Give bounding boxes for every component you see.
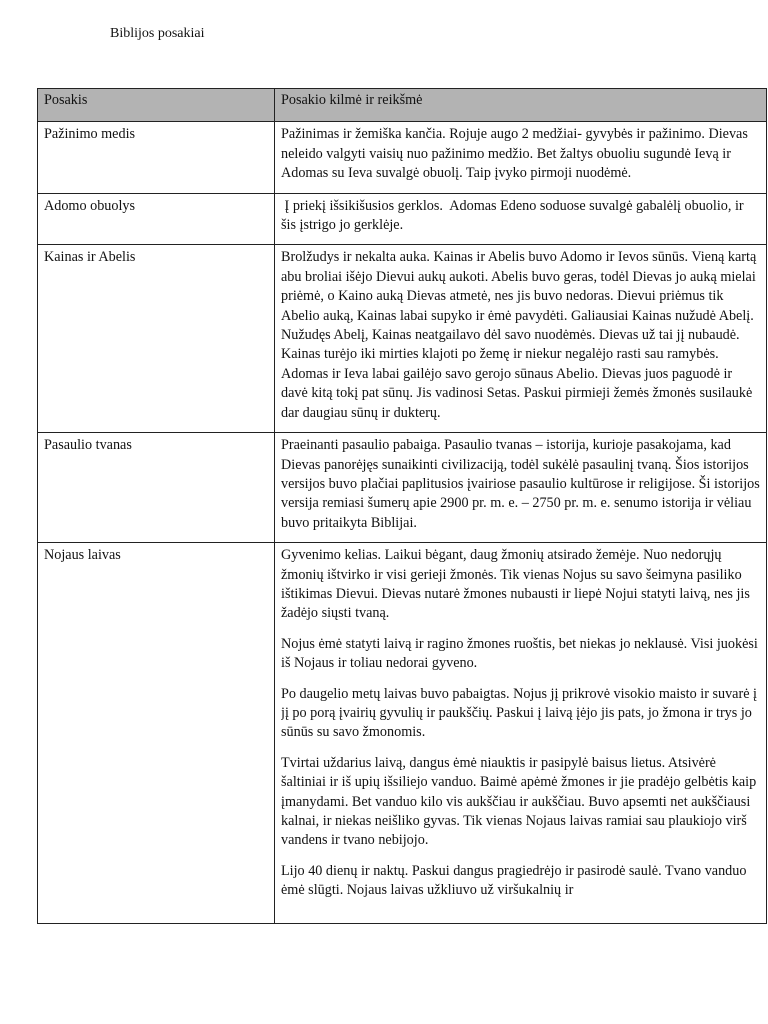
meaning-paragraph: Tvirtai uždarius laivą, dangus ėmė niauktis ir pasipylė baisus lietus. Atsivėrė šaltiniai ir iš upių išsiliejo vanduo. Baimė apėmė žmones ir jie pradėjo gelbėtis kaip įmanydami. Bet vanduo kilo vis aukščiau ir aukščiau. Buvo apsemti net aukščiausi kalnai, ir niekas neišliko gyvas. Tik vienas Nojaus laivas ramiai sau plaukiojo virš vandens ir tvano nebijojo. xyxy=(281,754,757,849)
header-meaning: Posakio kilmė ir reikšmė xyxy=(275,89,767,122)
phrase-cell: Nojaus laivas xyxy=(38,543,275,924)
meaning-cell: Praeinanti pasaulio pabaiga. Pasaulio tvanas – istorija, kurioje pasakojama, kad Dievas panorėjęs sunaikinti civilizaciją, todėl sukėlė pasaulinį tvaną. Šios istorijos versijos buvo plačiai paplitusios įvairiose pasaulio kultūrose ir religijose. Ši istorijos versija remiasi šumerų apie 2900 pr. m. e. – 2750 pr. m. e. senumo istorija ir vėliau buvo pritaikyta Biblijai. xyxy=(275,433,767,543)
table-row xyxy=(38,543,767,924)
phrase-cell: Adomo obuolys xyxy=(38,193,275,245)
table-row xyxy=(38,122,767,193)
meaning-paragraph: Po daugelio metų laivas buvo pabaigtas. Nojus jį prikrovė visokio maisto ir suvarė į jį po porą įvairių gyvulių ir paukščių. Paskui į laivą įėjo jis pats, jo žmona ir trys jo sūnūs su savo žmonomis. xyxy=(281,685,757,741)
phrase-cell: Pažinimo medis xyxy=(38,122,275,193)
meaning-paragraphs xyxy=(281,546,760,923)
meaning-cell: Brolžudys ir nekalta auka. Kainas ir Abelis buvo Adomo ir Ievos sūnūs. Vieną kartą abu broliai išėjo Dievui aukų aukoti. Abelis buvo geras, todėl Dievas jo auką mielai priėmė, o Kaino auką Dievas atmetė, nes jis buvo nedoras. Dievui priėmus tik Abelio auką, Kainas labai supyko ir ėmė pavydėti. Galiausiai Kainas nužudė Abelį. Nužudęs Abelį, Kainas neatgailavo dėl savo nuodėmės. Dievas už tai jį nubaudė. Kainas turėjo iki mirties klajoti po žemę ir niekur negalėjo rasti sau ramybės. Adomas ir Ieva labai gailėjo savo gerojo sūnaus Abelio. Dievas juos paguodė ir davė kitą tokį pat sūnų. Jis vadinosi Setas. Paskui pirmieji žemės žmonės susilaukė dar daugiau sūnų ir dukterų. xyxy=(275,245,767,433)
header-phrase: Posakis xyxy=(38,89,275,122)
phrases-table xyxy=(37,88,767,924)
table-row xyxy=(38,245,767,433)
meaning-cell xyxy=(275,543,767,924)
meaning-cell: Į priekį išsikišusios gerklos. Adomas Edeno soduose suvalgė gabalėlį obuolio, ir šis įstrigo jo gerklėje. xyxy=(275,193,767,245)
meaning-paragraph: Nojus ėmė statyti laivą ir ragino žmones ruoštis, bet niekas jo neklausė. Visi juokėsi iš Nojaus ir toliau nedorai gyveno. xyxy=(281,635,758,672)
document-title: Biblijos posakiai xyxy=(110,26,205,41)
phrase-cell: Kainas ir Abelis xyxy=(38,245,275,433)
phrase-cell: Pasaulio tvanas xyxy=(38,433,275,543)
table-row xyxy=(38,193,767,245)
table-header-row xyxy=(38,89,767,122)
meaning-paragraph: Gyvenimo kelias. Laikui bėgant, daug žmonių atsirado žemėje. Nuo nedorųjų žmonių ištvirko ir visi gerieji žmonės. Tik vienas Nojus su savo šeimyna pasiliko ištikimas Dievui. Dievas nutarė žmones nubausti ir liepė Nojui statyti laivą, nes jis žadėjo siųsti tvaną. xyxy=(281,547,750,622)
phrases-table-container xyxy=(37,88,766,924)
meaning-cell: Pažinimas ir žemiška kančia. Rojuje augo 2 medžiai- gyvybės ir pažinimo. Dievas neleido valgyti vaisių nuo pažinimo medžio. Bet žaltys obuoliu sugundė Ievą ir Adomas su Ieva suvalgė obuolį. Taip įvyko pirmoji nuodėmė. xyxy=(275,122,767,193)
table-row xyxy=(38,433,767,543)
meaning-paragraph: Lijo 40 dienų ir naktų. Paskui dangus pragiedrėjo ir pasirodė saulė. Tvano vanduo ėmė slūgti. Nojaus laivas užkliuvo už viršukalnių ir xyxy=(281,862,747,899)
